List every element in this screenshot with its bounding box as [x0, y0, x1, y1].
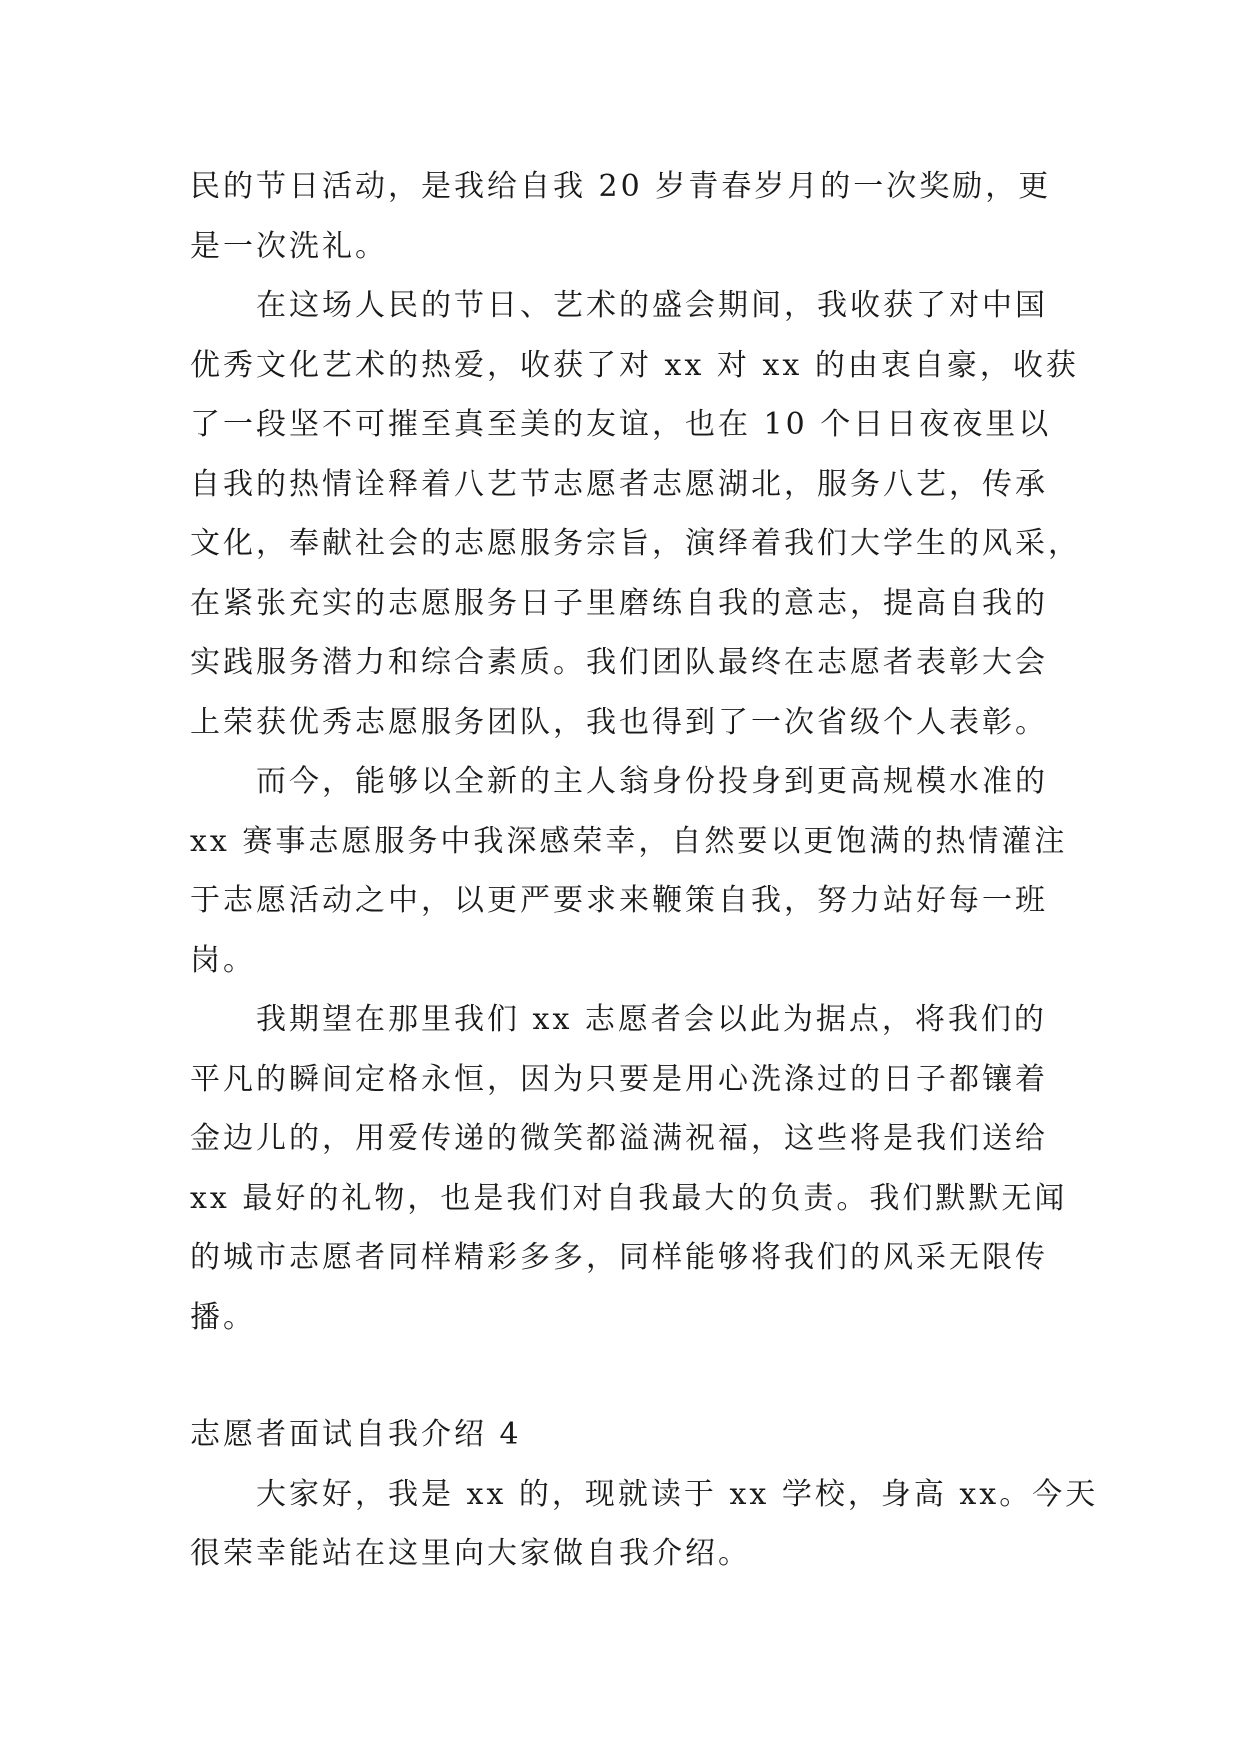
text-line: 了一段坚不可摧至真至美的友谊，也在 10 个日日夜夜里以: [190, 407, 1052, 442]
text-line: 文化，奉献社会的志愿服务宗旨，演绎着我们大学生的风采，: [190, 526, 1081, 561]
paragraph: [190, 752, 1068, 990]
text-line: 民的节日活动，是我给自我 20 岁青春岁月的一次奖励，更: [190, 169, 1052, 204]
text-line: 平凡的瞬间定格永恒，因为只要是用心洗涤过的日子都镶着: [190, 1061, 1048, 1097]
text-line: 于志愿活动之中，以更严要求来鞭策自我，努力站好每一班: [190, 883, 1048, 918]
text-line: 我期望在那里我们 xx 志愿者会以此为据点，将我们的: [256, 1002, 1047, 1037]
text-line: 岗。: [190, 942, 256, 978]
paragraph: [190, 157, 1050, 276]
text-line: 很荣幸能站在这里向大家做自我介绍。: [190, 1536, 751, 1571]
text-line: 是一次洗礼。: [190, 228, 388, 264]
text-line: 的城市志愿者同样精彩多多，同样能够将我们的风采无限传: [190, 1240, 1048, 1275]
text-line: xx 赛事志愿服务中我深感荣幸，自然要以更饱满的热情灌注: [190, 823, 1068, 859]
text-line: 金边儿的，用爱传递的微笑都溢满祝福，这些将是我们送给: [190, 1121, 1048, 1156]
paragraph: [190, 1465, 1099, 1584]
text-line: 在紧张充实的志愿服务日子里磨练自我的意志，提高自我的: [190, 585, 1048, 621]
section-heading: 志愿者面试自我介绍 4: [190, 1417, 522, 1452]
text-line: 在这场人民的节日、艺术的盛会期间，我收获了对中国: [256, 288, 1048, 323]
text-line: 自我的热情诠释着八艺节志愿者志愿湖北，服务八艺，传承: [190, 466, 1048, 502]
text-line: 而今，能够以全新的主人翁身份投身到更高规模水准的: [256, 764, 1048, 799]
text-line: xx 最好的礼物，也是我们对自我最大的负责。我们默默无闻: [190, 1180, 1068, 1216]
text-line: 实践服务潜力和综合素质。我们团队最终在志愿者表彰大会: [190, 645, 1048, 680]
document-body: [190, 157, 1099, 1584]
text-line: 大家好，我是 xx 的，现就读于 xx 学校，身高 xx。今天: [256, 1476, 1099, 1512]
text-line: 播。: [190, 1299, 256, 1335]
text-line: 上荣获优秀志愿服务团队，我也得到了一次省级个人表彰。: [190, 704, 1048, 740]
paragraph: [190, 276, 1081, 752]
paragraph: [190, 990, 1068, 1347]
text-line: 优秀文化艺术的热爱，收获了对 xx 对 xx 的由衷自豪，收获: [190, 347, 1079, 383]
